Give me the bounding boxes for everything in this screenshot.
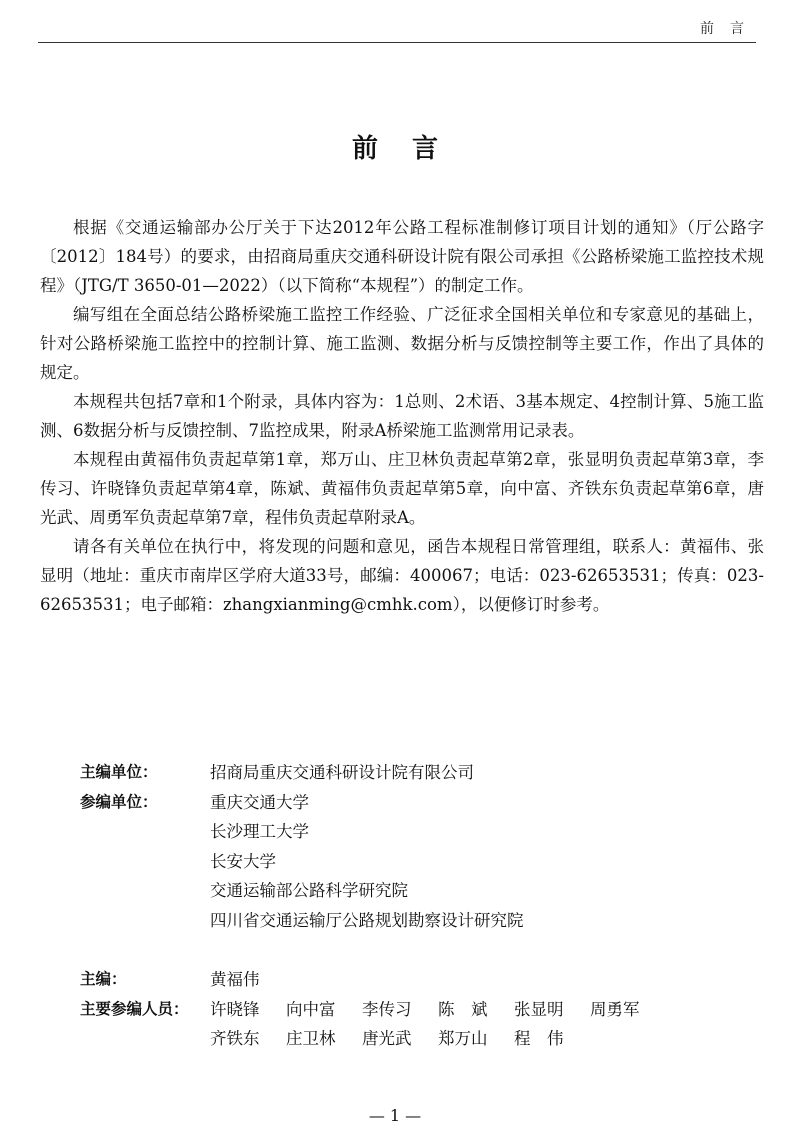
spacer — [80, 935, 666, 965]
participant-name: 李传习 — [362, 999, 412, 1019]
participating-label: 参编单位： — [80, 792, 158, 811]
chief-editor: 黄福伟 — [210, 970, 260, 989]
participating-unit: 长沙理工大学 — [210, 822, 309, 841]
participating-unit-row — [80, 906, 666, 936]
participant-name: 齐铁东 — [210, 1029, 260, 1048]
chief-editor-label: 主编： — [80, 970, 127, 988]
page-number: — 1 — — [368, 1106, 422, 1125]
page-title: 前言 — [351, 134, 472, 164]
chief-unit-row — [80, 758, 666, 788]
participant-name: 周勇军 — [590, 999, 640, 1019]
paragraph: 本规程由黄福伟负责起草第1章，郑万山、庄卫林负责起草第2章，张显明负责起草第3章，李传习、许晓锋负责起草第4章，陈斌、黄福伟负责起草第5章，向中富、齐铁东负责起草第6章，唐光武、周勇军负责起草第7章，程伟负责起草附录A。 — [40, 450, 764, 527]
participating-unit: 交通运输部公路科学研究院 — [210, 881, 408, 900]
participating-unit-row — [80, 817, 666, 847]
paragraph: 根据《交通运输部办公厅关于下达2012年公路工程标准制修订项目计划的通知》（厅公路字〔2012〕184号）的要求，由招商局重庆交通科研设计院有限公司承担《公路桥梁施工监控技术规程》（JTG/T 3650-01—2022）（以下简称“本规程”）的制定工作。 — [40, 218, 764, 295]
main-participants-label: 主要参编人员： — [80, 999, 189, 1018]
paragraph: 请各有关单位在执行中，将发现的问题和意见，函告本规程日常管理组，联系人：黄福伟、张显明（地址：重庆市南岸区学府大道33号，邮编：400067；电话：023-62653531；传真：023-62653531；电子邮箱：zhangxianming@cmhk.com），以便修订时参考。 — [40, 537, 764, 614]
participant-name: 唐光武 — [362, 1029, 412, 1048]
credits-block — [80, 758, 666, 1054]
main-participants-row — [80, 995, 666, 1025]
participant-name: 庄卫林 — [286, 1029, 336, 1048]
participant-name: 许晓锋 — [210, 999, 260, 1019]
chief-unit-label: 主编单位： — [80, 763, 158, 781]
paragraph: 本规程共包括7章和1个附录，具体内容为：1总则、2术语、3基本规定、4控制计算、5施工监测、6数据分析与反馈控制、7监控成果，附录A桥梁施工监测常用记录表。 — [40, 392, 764, 440]
participant-name: 张显明 — [514, 999, 564, 1019]
participating-unit-row — [80, 788, 666, 818]
participant-names — [210, 1024, 590, 1054]
chief-unit: 招商局重庆交通科研设计院有限公司 — [210, 763, 474, 782]
participant-name: 向中富 — [286, 999, 336, 1019]
participant-names — [210, 995, 666, 1025]
participant-name: 陈 斌 — [438, 999, 488, 1019]
running-header: 前言 — [700, 21, 760, 37]
participating-unit: 长安大学 — [210, 851, 276, 871]
chief-editor-row — [80, 965, 666, 995]
participant-name: 程 伟 — [514, 1029, 564, 1048]
main-participants-row — [80, 1024, 666, 1054]
preface-body — [40, 213, 764, 619]
participating-unit-row — [80, 876, 666, 906]
participant-name: 郑万山 — [438, 1029, 488, 1048]
participating-unit: 四川省交通运输厅公路规划勘察设计研究院 — [210, 910, 524, 930]
participating-unit-row — [80, 847, 666, 877]
paragraph: 编写组在全面总结公路桥梁施工监控工作经验、广泛征求全国相关单位和专家意见的基础上，针对公路桥梁施工监控中的控制计算、施工监测、数据分析与反馈控制等主要工作，作出了具体的规定。 — [40, 305, 764, 382]
header-rule — [38, 42, 756, 43]
participating-unit: 重庆交通大学 — [210, 792, 309, 812]
